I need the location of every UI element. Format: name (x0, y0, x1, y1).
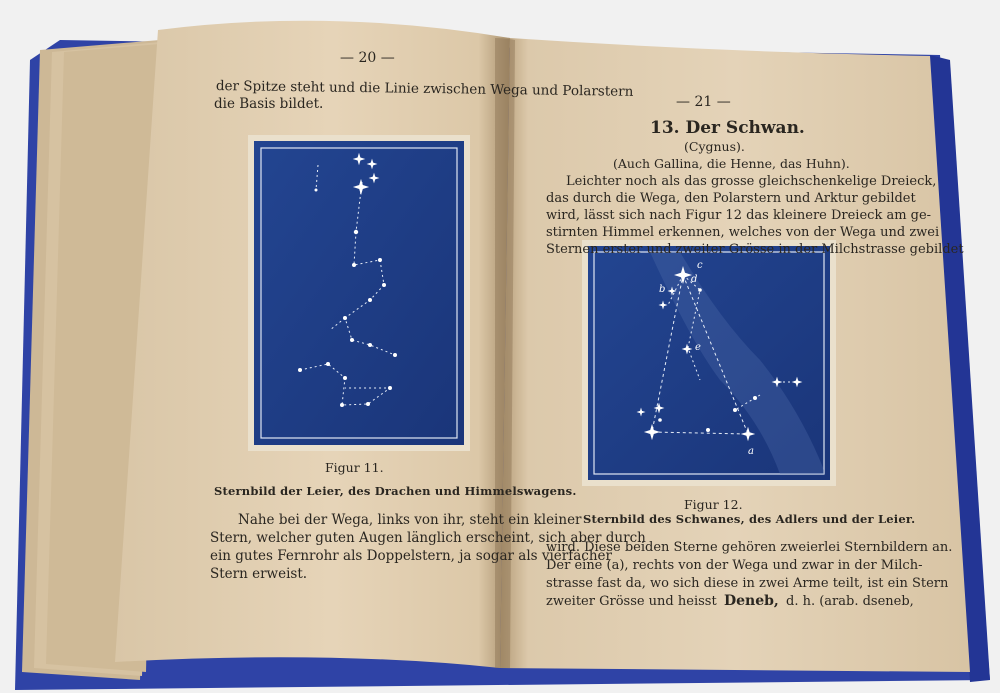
left-body-line-4: Stern erweist. (210, 566, 308, 582)
right-body-line-2: Der eine (a), rechts von der Wega und zwar in der Milch- (546, 558, 923, 573)
figure-12-caption: Sternbild des Schwanes, des Adlers und der Leier. (583, 512, 916, 526)
right-body-line-4-end: d. h. (arab. dseneb, (786, 594, 914, 609)
figure-11-plate (248, 135, 470, 451)
section-title: 13. Der Schwan. (650, 118, 805, 138)
left-body-line-2: Stern, welcher guten Augen länglich erscheint, sich aber durch (210, 530, 646, 546)
intro-line-3: wird, lässt sich nach Figur 12 das kleinere Dreieck am ge- (546, 208, 932, 223)
left-top-line-1: der Spitze steht und die Linie zwischen Wega und Polarstern (215, 78, 634, 100)
right-body-line-1: wird. Diese beiden Sterne gehören zweierlei Sternbildern an. (546, 540, 953, 555)
star-letter-e: e (695, 342, 701, 353)
star-letter-b: b (659, 284, 666, 295)
intro-line-4: stirnten Himmel erkennen, welches von der Wega und zwei (546, 225, 940, 240)
left-page-number: — 20 — (340, 50, 395, 66)
left-top-line-2: die Basis bildet. (214, 96, 324, 112)
deneb-word: Deneb, (724, 593, 779, 609)
intro-line-2: das durch die Wega, den Polarstern und Arktur gebildet (546, 191, 916, 206)
figure-12-plate (582, 240, 836, 486)
right-body-line-4: zweiter Grösse und heisst (546, 594, 717, 609)
intro-line-1: Leichter noch als das grosse gleichschenkelige Dreieck, (566, 174, 937, 189)
intro-line-5: Sternen erster und zweiter Grösse in der Milchstrasse gebildet (546, 242, 964, 257)
figure-11-caption: Sternbild der Leier, des Drachen und Himmelswagens. (214, 484, 577, 498)
right-page-number: — 21 — (676, 94, 731, 110)
star-letter-d: d (691, 274, 698, 285)
left-body-line-1: Nahe bei der Wega, links von ihr, steht ein kleiner (238, 512, 582, 528)
figure-12-label: Figur 12. (684, 497, 743, 512)
star-letter-c: c (697, 260, 703, 271)
left-body-line-3: ein gutes Fernrohr als Doppelstern, ja sogar als vierfacher (210, 548, 612, 564)
figure-11-label: Figur 11. (325, 460, 384, 475)
subtitle-alt: (Auch Gallina, die Henne, das Huhn). (613, 156, 850, 171)
star-letter-a: a (748, 446, 754, 457)
subtitle-latin: (Cygnus). (684, 139, 745, 154)
right-body-line-3: strasse fast da, wo sich diese in zwei Arme teilt, ist ein Stern (546, 576, 949, 591)
